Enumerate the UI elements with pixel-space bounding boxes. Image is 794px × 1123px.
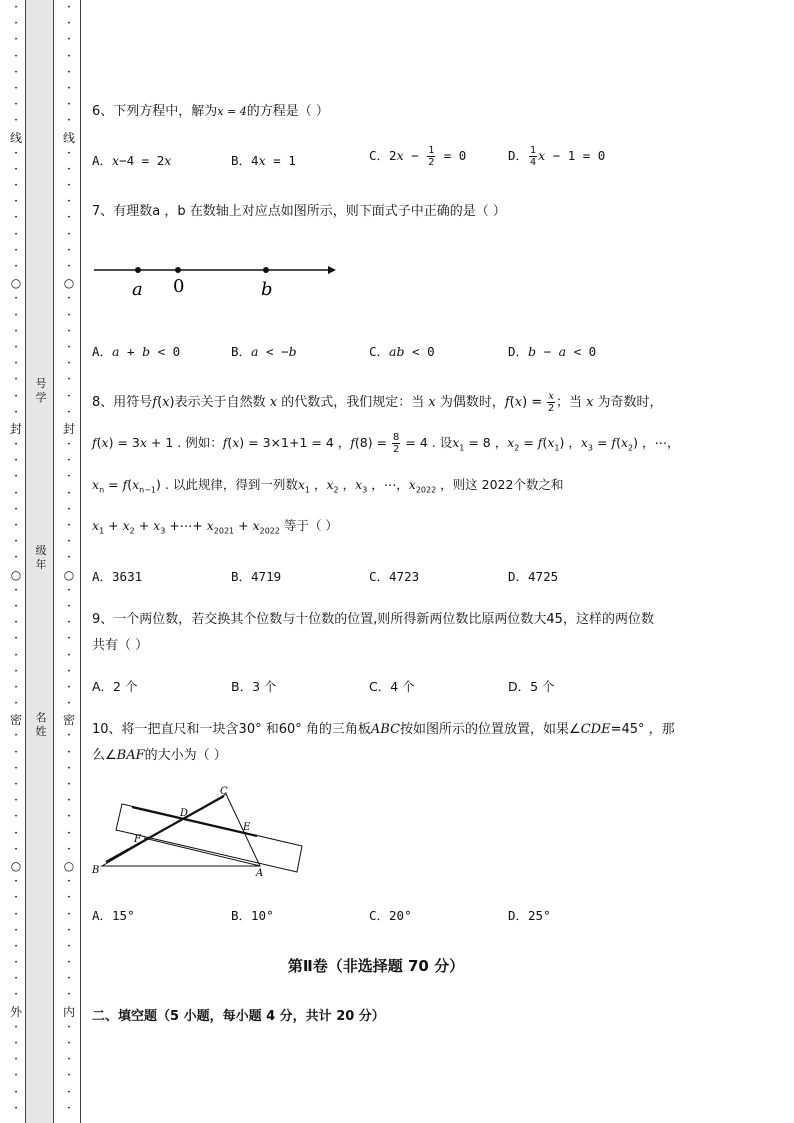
question-8-line-3: $x_n = f(x_{n-1})$ . 以此规律，得到一列数$x_1$ ，$x_2$ ，$x_3$ ，⋯，$x_{2022}$ ，则这 2022个数之和 — [92, 477, 564, 495]
seal-dot: • — [67, 360, 71, 368]
seal-dot: • — [14, 343, 18, 351]
student-id-label: 号 学 — [35, 377, 47, 404]
question-9-option-b: B．3 个 — [231, 679, 277, 694]
seal-dot: • — [14, 505, 18, 513]
ruler-triangle-figure — [92, 782, 307, 882]
inner_seal-glyph-2: 封 — [63, 421, 76, 436]
seal-dot: • — [67, 101, 71, 109]
seal-dot: • — [67, 246, 71, 254]
seal-dot: • — [14, 894, 18, 902]
fill-in-section-title: 二、填空题（5 小题，每小题 4 分，共计 20 分） — [92, 1009, 385, 1024]
seal-dot: • — [14, 311, 18, 319]
seal-dot: • — [14, 117, 18, 125]
question-6-text: 6、下列方程中，解为 — [92, 104, 218, 119]
figure-label-d: D — [180, 808, 189, 819]
seal-dot: • — [67, 1023, 71, 1031]
seal-dot: • — [14, 554, 18, 562]
inner_seal-glyph-6: 内 — [63, 1004, 76, 1019]
seal-dot: • — [14, 748, 18, 756]
seal-dot: • — [67, 473, 71, 481]
question-10-line-1: 10、将一把直尺和一块含30° 和60° 角的三角板ABC按如图所示的位置放置，如果∠CDE=45° ，那 — [92, 722, 675, 737]
figure-label-f: F — [134, 834, 141, 845]
question-6-option-c: C．2x − $\frac{1}{2}$ = 0 — [369, 145, 467, 168]
question-7-option-c: C．ab < 0 — [369, 344, 435, 359]
seal-dot: • — [67, 959, 71, 967]
seal-dot: • — [67, 991, 71, 999]
seal-dot: • — [67, 376, 71, 384]
seal-dot: • — [67, 1040, 71, 1047]
seal-dot: • — [67, 182, 71, 190]
seal-dot: • — [14, 651, 18, 659]
seal-dot: • — [67, 489, 71, 497]
seal-dot: • — [67, 522, 71, 529]
question-8-option-d: D．4725 — [508, 569, 559, 584]
seal-dot: • — [67, 619, 71, 627]
seal-dot: • — [14, 52, 18, 60]
seal-dot: • — [67, 829, 71, 837]
seal-dot: • — [14, 926, 18, 934]
seal-dot: • — [67, 586, 71, 594]
number-line-label-a: a — [132, 279, 143, 300]
number-line-label-b: b — [261, 279, 273, 300]
seal-dot: • — [67, 392, 71, 400]
seal-dot: • — [67, 797, 71, 805]
seal-dot: • — [14, 764, 18, 772]
outer_seal-glyph-0: 线 — [10, 130, 23, 145]
question-6-option-b: B．4x = 1 — [231, 153, 296, 168]
seal-dot: • — [67, 263, 71, 270]
seal-dot: • — [14, 36, 18, 44]
seal-dot: • — [14, 1056, 18, 1064]
seal-dot: • — [14, 149, 18, 157]
seal-dot: • — [67, 230, 71, 238]
figure-label-c: C — [220, 786, 228, 797]
seal-dot: • — [67, 214, 71, 222]
seal-dot: • — [14, 360, 18, 368]
question-9-option-c: C．4 个 — [369, 679, 415, 694]
seal-dot: • — [14, 602, 18, 610]
question-7: 7、有理数a ，b 在数轴上对应点如图所示，则下面式子中正确的是（ ） — [92, 204, 506, 219]
seal-dot: • — [67, 117, 71, 125]
seal-dot: • — [67, 505, 71, 513]
question-10-option-a: A．15° — [92, 908, 135, 923]
seal-dot: • — [14, 214, 18, 222]
seal-dot: • — [14, 878, 18, 886]
seal-dot: • — [14, 327, 18, 335]
seal-dot: • — [14, 230, 18, 238]
seal-dot: • — [14, 101, 18, 109]
figure-label-a: A — [256, 868, 264, 879]
question-6-math: x = 4 — [217, 105, 247, 118]
seal-dot: • — [67, 748, 71, 756]
seal-dot: • — [14, 813, 18, 821]
seal-dot: • — [14, 635, 18, 643]
outer_seal-glyph-5: ○ — [10, 858, 22, 873]
seal-dot: • — [14, 829, 18, 837]
seal-dot: • — [67, 165, 71, 173]
seal-dot: • — [14, 408, 18, 416]
question-9-option-d: D．5 个 — [508, 679, 555, 694]
seal-dot: • — [67, 68, 71, 76]
seal-dot: • — [67, 667, 71, 675]
seal-dot: • — [14, 376, 18, 384]
seal-dot: • — [67, 781, 71, 788]
seal-dot: • — [67, 602, 71, 610]
seal-dot: • — [14, 441, 18, 449]
seal-dot: • — [67, 764, 71, 772]
seal-dot: • — [67, 1104, 71, 1112]
seal-dot: • — [14, 20, 18, 28]
seal-dot: • — [14, 667, 18, 675]
question-6-option-a: A．x−4 = 2x — [92, 153, 172, 168]
inner_seal-glyph-1: ○ — [63, 276, 75, 291]
question-7-option-a: A．a + b < 0 — [92, 344, 181, 359]
question-9-line-2: 共有（ ） — [92, 638, 149, 653]
seal-dot: • — [14, 392, 18, 400]
seal-dot: • — [67, 700, 71, 708]
question-6-option-d: D． $\frac{1}{4}$ x − 1 = 0 — [508, 145, 606, 168]
seal-dot: • — [14, 522, 18, 529]
name-label: 名 姓 — [35, 711, 47, 738]
seal-dot: • — [14, 68, 18, 76]
question-10-option-b: B．10° — [231, 908, 274, 923]
seal-dot: • — [14, 1088, 18, 1096]
seal-dot: • — [67, 149, 71, 157]
seal-dot: • — [67, 52, 71, 60]
seal-dot: • — [14, 84, 18, 92]
question-8-option-b: B．4719 — [231, 569, 282, 584]
seal-dot: • — [14, 538, 18, 546]
question-8-line-4: $x_1 + x_2 + x_3$ +⋯+ $x_{2021} + x_{2022}$ 等于（ ） — [92, 518, 338, 536]
seal-dot: • — [67, 942, 71, 950]
seal-dot: • — [14, 959, 18, 967]
seal-dot: • — [67, 1056, 71, 1064]
question-7-option-b: B．a < −b — [231, 344, 297, 359]
seal-dot: • — [14, 975, 18, 983]
seal-dot: • — [67, 732, 71, 740]
seal-dot: • — [67, 295, 71, 303]
seal-dot: • — [14, 586, 18, 594]
seal-dot: • — [67, 20, 71, 28]
seal-dot: • — [67, 894, 71, 902]
question-10-option-c: C．20° — [369, 908, 412, 923]
seal-dot: • — [67, 651, 71, 659]
question-10-option-d: D．25° — [508, 908, 551, 923]
seal-dot: • — [67, 1088, 71, 1096]
seal-dot: • — [67, 441, 71, 449]
question-7-option-d: D．b − a < 0 — [508, 344, 597, 359]
seal-dot: • — [67, 408, 71, 416]
outer_seal-glyph-2: 封 — [10, 421, 23, 436]
seal-dot: • — [67, 457, 71, 465]
outer_seal-glyph-1: ○ — [10, 276, 22, 291]
inner_seal-glyph-3: ○ — [63, 567, 75, 582]
seal-dot: • — [67, 683, 71, 691]
outer_seal-glyph-4: 密 — [10, 713, 23, 728]
seal-dot: • — [67, 910, 71, 918]
seal-dot: • — [14, 732, 18, 740]
seal-dot: • — [14, 182, 18, 190]
seal-dot: • — [67, 926, 71, 934]
question-8-line-1: 8、用符号f(x)表示关于自然数 x 的代数式，我们规定：当 x 为偶数时，f(x) = $\frac{x}{2}$ ；当 x 为奇数时， — [92, 391, 663, 414]
seal-dot: • — [14, 489, 18, 497]
seal-dot: • — [14, 1072, 18, 1080]
seal-dot: • — [14, 797, 18, 805]
inner_seal-glyph-5: ○ — [63, 858, 75, 873]
number-line-label-0: 0 — [173, 276, 185, 297]
seal-dot: • — [67, 878, 71, 886]
seal-dot: • — [67, 845, 71, 853]
seal-dot: • — [14, 263, 18, 270]
seal-dot: • — [14, 619, 18, 627]
seal-dot: • — [67, 1072, 71, 1080]
seal-dot: • — [14, 1023, 18, 1031]
seal-dot: • — [14, 165, 18, 173]
seal-dot: • — [14, 295, 18, 303]
seal-dot: • — [14, 910, 18, 918]
seal-dot: • — [14, 991, 18, 999]
seal-dot: • — [67, 311, 71, 319]
seal-dot: • — [14, 845, 18, 853]
number-line-figure — [92, 255, 352, 315]
seal-dot: • — [67, 327, 71, 335]
seal-dot: • — [67, 975, 71, 983]
question-8-line-2: f(x) = 3x + 1 . 例如：f(x) = 3×1+1 = 4 ，f(8) = $\frac{8}{2}$ = 4 . 设$x_1 = 8$ ，$x_2 = f(x_1)$ ，$x_3 = f(x_2)$ ，⋯， — [92, 432, 680, 455]
question-10-line-2: 么∠BAF的大小为（ ） — [92, 748, 227, 763]
seal-dot: • — [67, 84, 71, 92]
seal-dot: • — [14, 683, 18, 691]
seal-dot: • — [14, 457, 18, 465]
seal-dot: • — [67, 36, 71, 44]
seal-dot: • — [67, 554, 71, 562]
seal-dot: • — [67, 635, 71, 643]
figure-label-e: E — [243, 822, 251, 833]
inner_seal-glyph-4: 密 — [63, 713, 76, 728]
seal-dot: • — [14, 781, 18, 788]
question-6-suffix: 的方程是（ ） — [246, 104, 329, 119]
seal-dot: • — [67, 198, 71, 206]
inner_seal-glyph-0: 线 — [63, 130, 76, 145]
outer_seal-glyph-6: 外 — [10, 1004, 23, 1019]
question-9-line-1: 9、一个两位数，若交换其个位数与十位数的位置,则所得新两位数比原两位数大45，这样的两位数 — [92, 612, 654, 627]
question-8-option-c: C．4723 — [369, 569, 420, 584]
question-9-option-a: A．2 个 — [92, 679, 138, 694]
question-6 — [92, 100, 329, 119]
seal-dot: • — [14, 700, 18, 708]
seal-dot: • — [14, 1040, 18, 1047]
section-title: 第Ⅱ卷（非选择题 70 分） — [287, 957, 465, 975]
seal-dot: • — [67, 4, 71, 11]
seal-dot: • — [14, 1104, 18, 1112]
seal-dot: • — [67, 538, 71, 546]
seal-dot: • — [14, 246, 18, 254]
seal-dot: • — [14, 198, 18, 206]
outer_seal-glyph-3: ○ — [10, 567, 22, 582]
figure-label-b: B — [92, 865, 100, 876]
seal-dot: • — [14, 942, 18, 950]
grade-label: 级 年 — [35, 544, 47, 571]
seal-dot: • — [67, 813, 71, 821]
seal-dot: • — [67, 343, 71, 351]
seal-dot: • — [14, 473, 18, 481]
seal-dot: • — [14, 4, 18, 11]
question-8-option-a: A．3631 — [92, 569, 143, 584]
